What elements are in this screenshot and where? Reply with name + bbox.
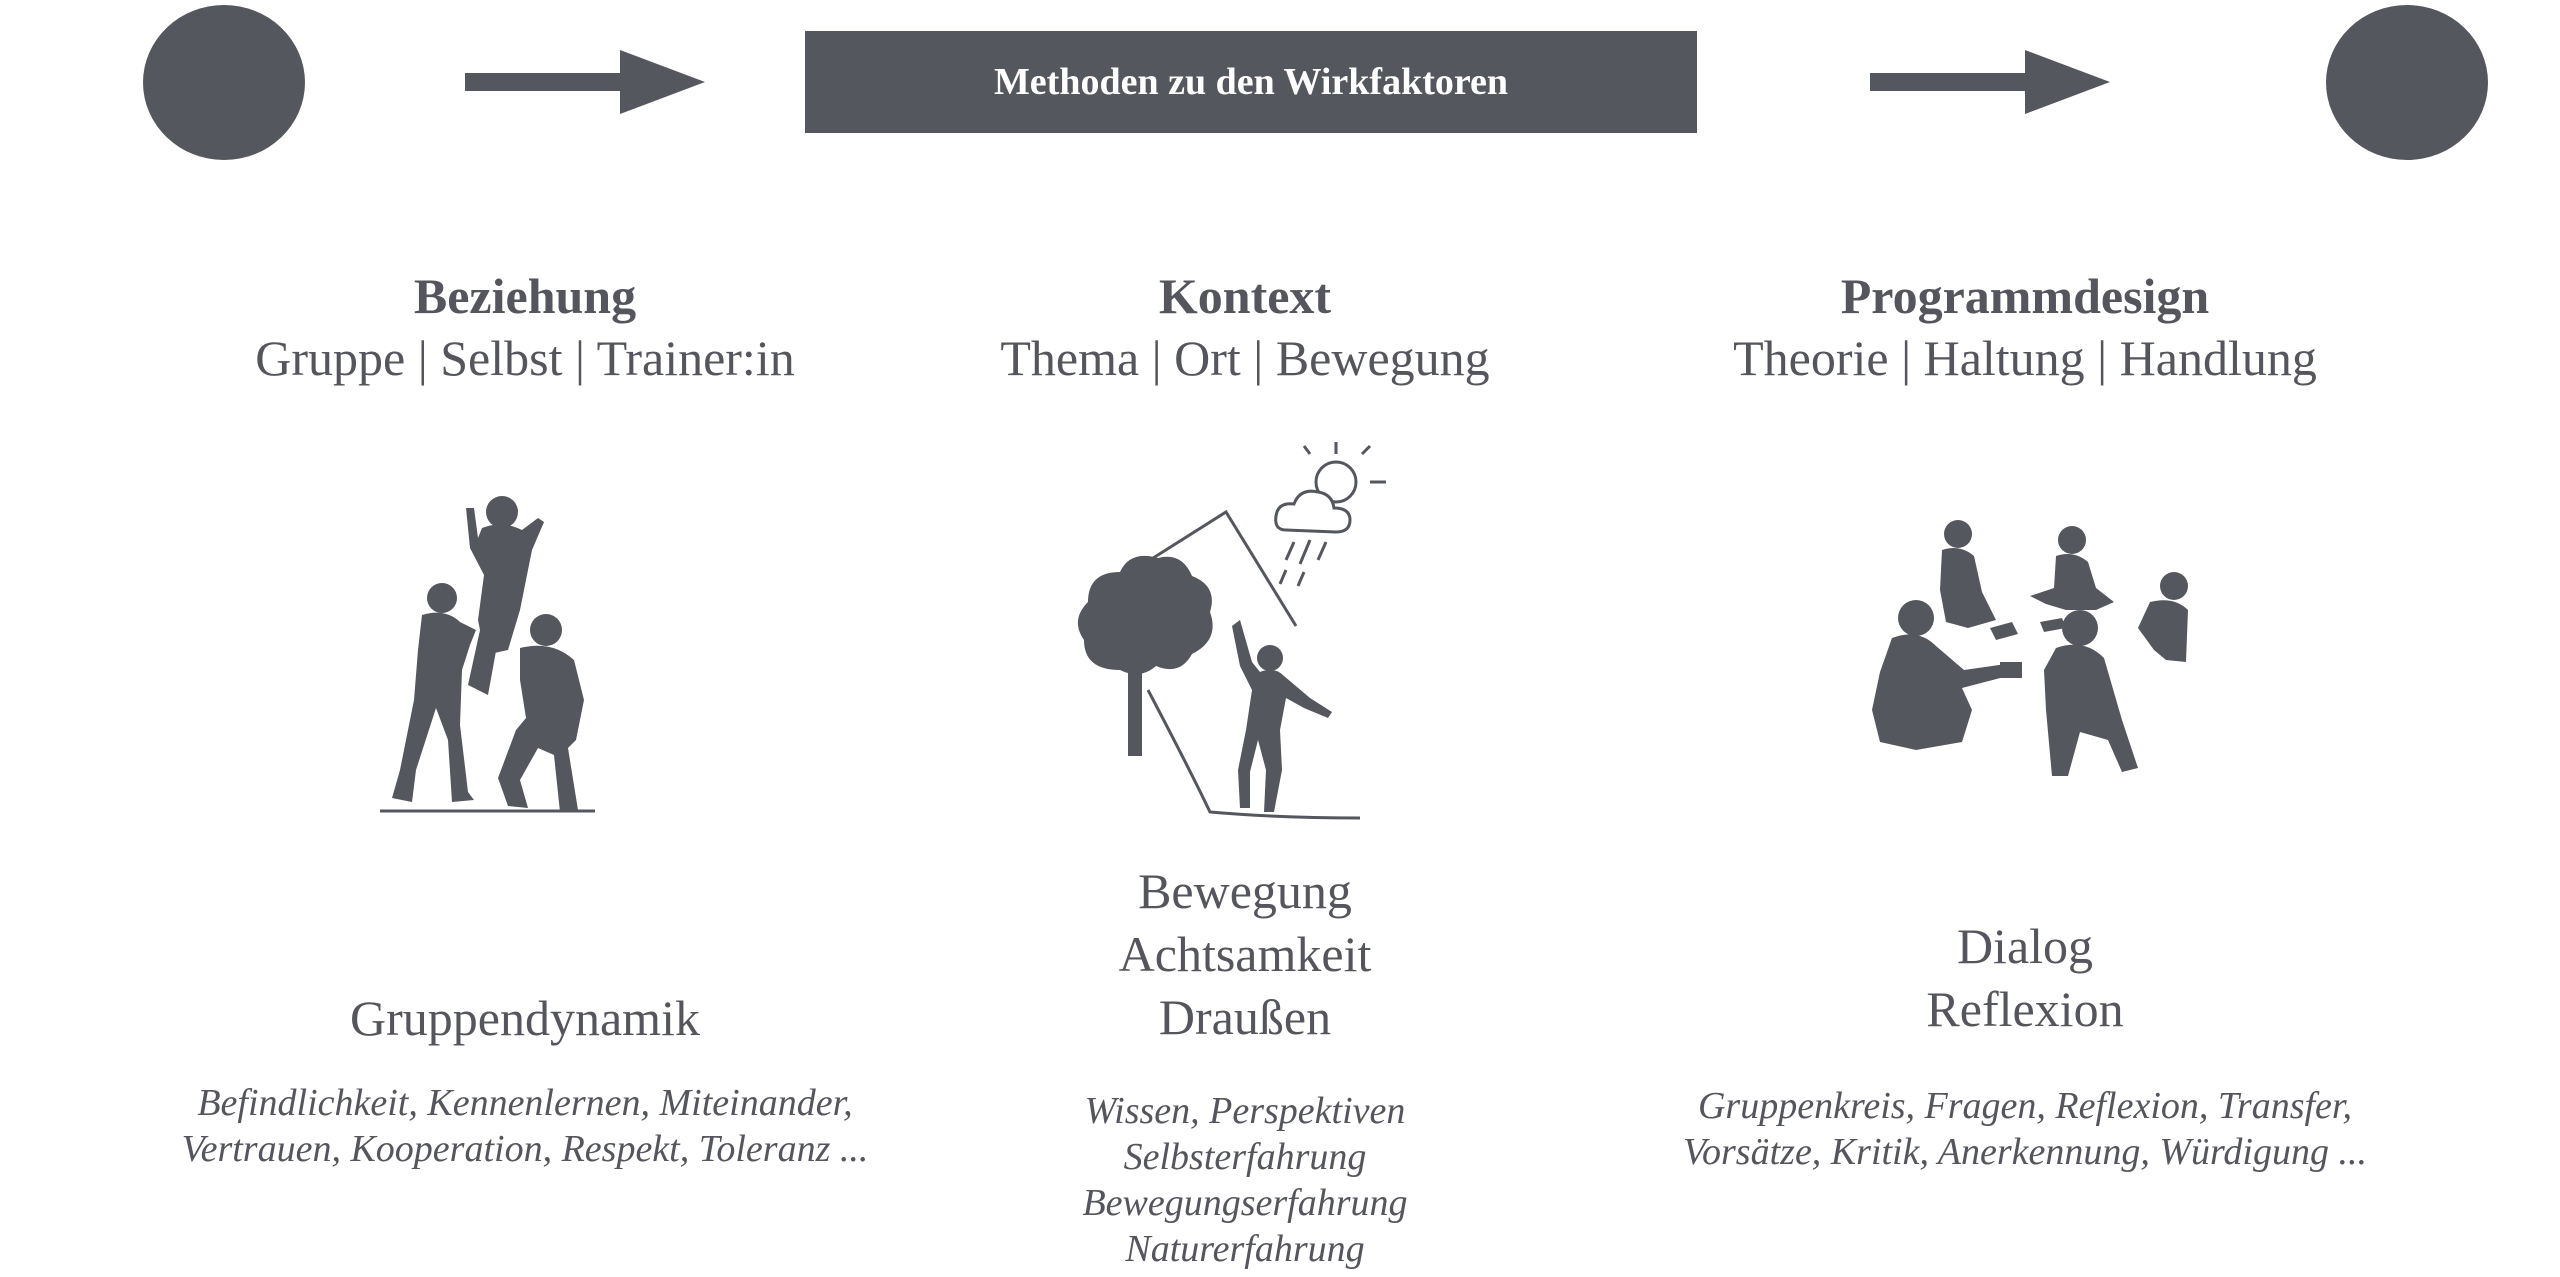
column-kontext [850, 265, 1640, 389]
banner-title: Methoden zu den Wirkfaktoren [993, 61, 1509, 103]
column-subheading: Thema | Ort | Bewegung [1000, 330, 1490, 386]
examples-programmdesign [1600, 1083, 2450, 1175]
examples-line: Vertrauen, Kooperation, Respekt, Toleranz ... [181, 1128, 869, 1170]
start-circle [143, 5, 305, 160]
method-label: Bewegung [1138, 863, 1352, 919]
examples-line: Selbsterfahrung [1123, 1136, 1367, 1178]
examples-line: Gruppenkreis, Fragen, Reflexion, Transfer, [1697, 1085, 2352, 1127]
method-label: Reflexion [1926, 981, 2124, 1037]
column-beziehung [130, 265, 920, 389]
arrow-right-icon [1870, 50, 2110, 114]
column-heading: Kontext [1158, 268, 1332, 324]
examples-kontext [850, 1088, 1640, 1272]
examples-line: Vorsätze, Kritik, Anerkennung, Würdigung ... [1683, 1131, 2367, 1173]
column-heading: Beziehung [413, 268, 637, 324]
examples-line: Befindlichkeit, Kennenlernen, Miteinander, [197, 1082, 853, 1124]
examples-beziehung [100, 1080, 950, 1172]
method-label: Achtsamkeit [1118, 926, 1372, 982]
methods-programmdesign [1630, 915, 2420, 1041]
method-label: Draußen [1158, 989, 1332, 1045]
arrow-right-icon [465, 50, 705, 114]
column-subheading: Theorie | Haltung | Handlung [1733, 330, 2317, 386]
group-dialog-icon [1870, 510, 2210, 790]
climbing-people-icon [370, 480, 610, 820]
methods-kontext [850, 860, 1640, 1049]
examples-line: Naturerfahrung [1125, 1228, 1365, 1270]
method-label: Dialog [1956, 918, 2094, 974]
method-label: Gruppendynamik [350, 990, 700, 1046]
outdoor-balance-icon [1060, 440, 1400, 830]
column-programmdesign [1630, 265, 2420, 389]
examples-line: Bewegungserfahrung [1082, 1182, 1408, 1224]
examples-line: Wissen, Perspektiven [1084, 1090, 1406, 1132]
column-heading: Programmdesign [1840, 268, 2210, 324]
column-subheading: Gruppe | Selbst | Trainer:in [255, 330, 795, 386]
methods-beziehung [130, 987, 920, 1050]
end-circle [2326, 5, 2488, 160]
banner [805, 31, 1697, 133]
